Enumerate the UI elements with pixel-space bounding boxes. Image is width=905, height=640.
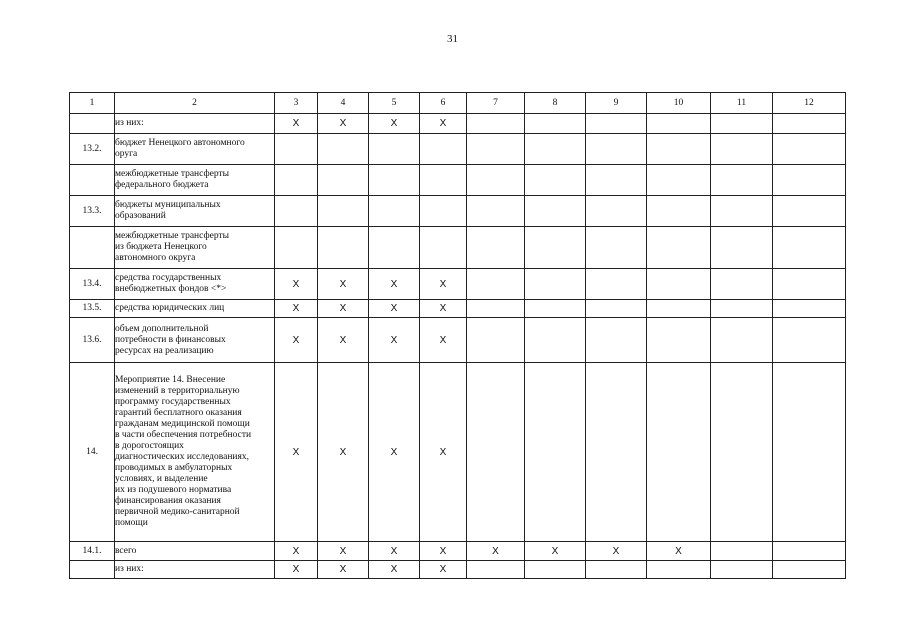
cell-col-3: X (275, 114, 318, 134)
row-number: 13.3. (70, 196, 115, 227)
column-header-1: 1 (70, 93, 115, 114)
cell-col-10 (647, 134, 711, 165)
row-number (70, 227, 115, 269)
column-header-5: 5 (369, 93, 420, 114)
cell-col-5 (369, 134, 420, 165)
cell-col-8 (525, 196, 586, 227)
table-row (70, 134, 846, 165)
cell-col-6: X (420, 300, 467, 318)
cell-col-3: X (275, 363, 318, 542)
cell-col-4 (318, 134, 369, 165)
row-description (115, 300, 275, 318)
cell-col-6: X (420, 561, 467, 579)
cell-col-10 (647, 114, 711, 134)
cell-col-6: X (420, 269, 467, 300)
description-line: образований (115, 211, 166, 221)
cell-col-9 (586, 300, 647, 318)
cell-col-5: X (369, 542, 420, 561)
cell-col-3 (275, 134, 318, 165)
cell-col-5: X (369, 318, 420, 363)
cell-col-6 (420, 165, 467, 196)
cell-col-9 (586, 196, 647, 227)
row-description (115, 114, 275, 134)
table-row (70, 227, 846, 269)
row-description (115, 363, 275, 542)
description-line: потребности в финансовых (115, 334, 226, 345)
description-line: финансирования оказания (115, 496, 221, 506)
cell-col-9 (586, 363, 647, 542)
cell-col-9: X (586, 542, 647, 561)
cell-col-8 (525, 318, 586, 363)
row-number: 13.5. (70, 300, 115, 318)
row-number: 13.6. (70, 318, 115, 363)
row-number (70, 165, 115, 196)
cell-col-9 (586, 134, 647, 165)
cell-col-9 (586, 227, 647, 269)
cell-col-8: X (525, 542, 586, 561)
cell-col-3: X (275, 300, 318, 318)
cell-col-6: X (420, 542, 467, 561)
description-line: внебюджетных фондов <*> (115, 284, 227, 294)
description-line: проводимых в амбулаторных (115, 463, 233, 473)
description-line: из бюджета Ненецкого (115, 242, 207, 252)
table-row (70, 561, 846, 579)
cell-col-10: X (647, 542, 711, 561)
row-number (70, 561, 115, 579)
cell-col-9 (586, 165, 647, 196)
cell-col-10 (647, 561, 711, 579)
cell-col-10 (647, 165, 711, 196)
cell-col-5: X (369, 300, 420, 318)
description-line: межбюджетные трансферты (115, 231, 229, 241)
cell-col-4 (318, 227, 369, 269)
column-header-11: 11 (711, 93, 773, 114)
cell-col-8 (525, 300, 586, 318)
description-line: в дорогостоящих (115, 441, 184, 451)
cell-col-7 (467, 561, 525, 579)
cell-col-12 (773, 542, 846, 561)
cell-col-8 (525, 269, 586, 300)
cell-col-8 (525, 165, 586, 196)
description-line: первичной медико-санитарной (115, 507, 240, 517)
cell-col-4: X (318, 300, 369, 318)
cell-col-7 (467, 165, 525, 196)
description-line: оруга (115, 149, 138, 159)
description-line: бюджеты муниципальных (115, 200, 221, 210)
description-line: всего (115, 545, 137, 556)
table-row (70, 114, 846, 134)
cell-col-11 (711, 300, 773, 318)
cell-col-8 (525, 561, 586, 579)
cell-col-11 (711, 227, 773, 269)
description-line: автономного округа (115, 253, 196, 263)
cell-col-6: X (420, 363, 467, 542)
row-description (115, 542, 275, 561)
cell-col-10 (647, 300, 711, 318)
cell-col-7 (467, 269, 525, 300)
column-header-8: 8 (525, 93, 586, 114)
description-line: из них: (115, 118, 144, 128)
column-header-12: 12 (773, 93, 846, 114)
description-line: ресурсах на реализацию (115, 345, 214, 356)
description-line: межбюджетные трансферты (115, 169, 229, 179)
cell-col-5 (369, 165, 420, 196)
column-header-2: 2 (115, 93, 275, 114)
table-row (70, 269, 846, 300)
column-header-7: 7 (467, 93, 525, 114)
table-body (70, 93, 846, 579)
cell-col-10 (647, 269, 711, 300)
description-line: программу государственных (115, 397, 231, 407)
budget-table (69, 92, 846, 579)
cell-col-3: X (275, 542, 318, 561)
cell-col-5 (369, 227, 420, 269)
page-number: 31 (447, 33, 458, 45)
row-description (115, 227, 275, 269)
row-description (115, 196, 275, 227)
table-header-row (70, 93, 846, 114)
table-row (70, 300, 846, 318)
cell-col-6 (420, 134, 467, 165)
row-number: 14.1. (70, 542, 115, 561)
description-line: изменений в территориальную (115, 386, 240, 396)
description-line: Мероприятие 14. Внесение (115, 375, 226, 385)
cell-col-5: X (369, 114, 420, 134)
column-header-3: 3 (275, 93, 318, 114)
cell-col-4: X (318, 363, 369, 542)
table-row (70, 165, 846, 196)
row-description (115, 269, 275, 300)
cell-col-6: X (420, 114, 467, 134)
cell-col-12 (773, 318, 846, 363)
cell-col-6: X (420, 318, 467, 363)
description-line: гарантий бесплатного оказания (115, 408, 242, 418)
cell-col-4: X (318, 114, 369, 134)
cell-col-11 (711, 561, 773, 579)
cell-col-5: X (369, 363, 420, 542)
description-line: помощи (115, 518, 148, 528)
cell-col-7 (467, 300, 525, 318)
row-description (115, 318, 275, 363)
cell-col-3: X (275, 269, 318, 300)
cell-col-8 (525, 363, 586, 542)
cell-col-4: X (318, 542, 369, 561)
cell-col-12 (773, 227, 846, 269)
cell-col-7 (467, 227, 525, 269)
description-line: средства государственных (115, 273, 222, 283)
cell-col-12 (773, 561, 846, 579)
row-number: 14. (70, 363, 115, 542)
cell-col-10 (647, 363, 711, 542)
column-header-4: 4 (318, 93, 369, 114)
cell-col-8 (525, 227, 586, 269)
column-header-10: 10 (647, 93, 711, 114)
cell-col-11 (711, 114, 773, 134)
cell-col-4: X (318, 269, 369, 300)
cell-col-9 (586, 114, 647, 134)
cell-col-4: X (318, 318, 369, 363)
cell-col-8 (525, 114, 586, 134)
description-line: условиях, и выделение (115, 474, 208, 484)
cell-col-12 (773, 363, 846, 542)
cell-col-12 (773, 300, 846, 318)
cell-col-3 (275, 196, 318, 227)
cell-col-10 (647, 318, 711, 363)
cell-col-7: X (467, 542, 525, 561)
row-number (70, 114, 115, 134)
cell-col-5 (369, 196, 420, 227)
cell-col-6 (420, 196, 467, 227)
description-line: бюджет Ненецкого автономного (115, 138, 245, 148)
description-line: средства юридических лиц (115, 303, 225, 313)
row-description (115, 561, 275, 579)
row-number: 13.2. (70, 134, 115, 165)
cell-col-5: X (369, 561, 420, 579)
cell-col-11 (711, 318, 773, 363)
cell-col-12 (773, 134, 846, 165)
cell-col-7 (467, 114, 525, 134)
cell-col-4 (318, 196, 369, 227)
cell-col-5: X (369, 269, 420, 300)
description-line: из них: (115, 564, 144, 574)
row-description (115, 134, 275, 165)
cell-col-7 (467, 196, 525, 227)
cell-col-9 (586, 269, 647, 300)
cell-col-8 (525, 134, 586, 165)
cell-col-3 (275, 165, 318, 196)
cell-col-3: X (275, 318, 318, 363)
cell-col-10 (647, 227, 711, 269)
cell-col-12 (773, 269, 846, 300)
cell-col-11 (711, 165, 773, 196)
table-row (70, 318, 846, 363)
cell-col-3: X (275, 561, 318, 579)
cell-col-10 (647, 196, 711, 227)
cell-col-11 (711, 542, 773, 561)
cell-col-11 (711, 269, 773, 300)
cell-col-4: X (318, 561, 369, 579)
cell-col-6 (420, 227, 467, 269)
cell-col-7 (467, 363, 525, 542)
description-line: их из подушевого норматива (115, 485, 232, 495)
cell-col-12 (773, 196, 846, 227)
row-description (115, 165, 275, 196)
row-number: 13.4. (70, 269, 115, 300)
column-header-9: 9 (586, 93, 647, 114)
description-line: объем дополнительной (115, 323, 209, 334)
cell-col-7 (467, 318, 525, 363)
cell-col-12 (773, 165, 846, 196)
table-row (70, 542, 846, 561)
table-row (70, 363, 846, 542)
description-line: федерального бюджета (115, 180, 209, 190)
cell-col-7 (467, 134, 525, 165)
table-row (70, 196, 846, 227)
cell-col-11 (711, 363, 773, 542)
description-line: гражданам медицинской помощи (115, 419, 250, 429)
cell-col-9 (586, 561, 647, 579)
cell-col-3 (275, 227, 318, 269)
description-line: диагностических исследованиях, (115, 452, 249, 462)
cell-col-12 (773, 114, 846, 134)
cell-col-11 (711, 196, 773, 227)
column-header-6: 6 (420, 93, 467, 114)
description-line: в части обеспечения потребности (115, 430, 252, 440)
cell-col-9 (586, 318, 647, 363)
cell-col-11 (711, 134, 773, 165)
cell-col-4 (318, 165, 369, 196)
